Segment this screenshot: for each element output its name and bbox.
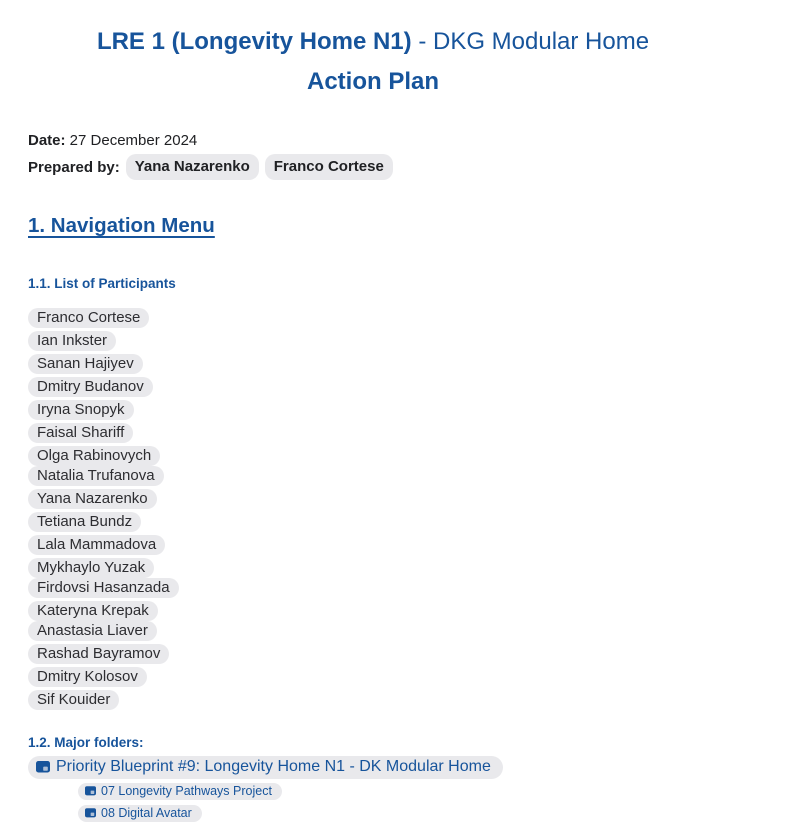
folder-link-sub[interactable] [78, 805, 202, 822]
participant-chip[interactable]: Dmitry Budanov [28, 377, 153, 397]
list-item [28, 400, 718, 420]
participant-chip[interactable]: Yana Nazarenko [28, 489, 157, 509]
folder-icon [85, 786, 96, 796]
list-item [28, 644, 718, 664]
list-item [28, 377, 718, 397]
list-item [28, 466, 718, 486]
title-main: LRE 1 (Longevity Home N1) [96, 28, 412, 55]
list-item [28, 578, 718, 598]
list-item [28, 621, 718, 641]
folder-link-label: Priority Blueprint #9: Longevity Home N1 - DK Modular Home [56, 758, 491, 775]
participant-chip[interactable]: Iryna Snopyk [28, 400, 134, 420]
title-suffix: - DKG Modular Home [411, 28, 650, 55]
meta-block [28, 129, 718, 180]
folder-link-main[interactable] [28, 756, 503, 779]
prepared-by-label: Prepared by: [28, 158, 120, 176]
list-item [28, 331, 718, 351]
folder-link-row [28, 756, 718, 779]
prepared-by-chip[interactable]: Yana Nazarenko [126, 154, 259, 180]
list-item [28, 489, 718, 509]
participant-chip[interactable]: Dmitry Kolosov [28, 667, 147, 687]
participant-chip[interactable]: Sanan Hajiyev [28, 354, 143, 374]
list-item [28, 446, 718, 466]
participant-chip[interactable]: Olga Rabinovych [28, 446, 160, 466]
participant-chip[interactable]: Lala Mammadova [28, 535, 165, 555]
title-line-2: Action Plan [306, 68, 439, 95]
list-item [28, 308, 718, 328]
list-item [28, 535, 718, 555]
folder-link-row [78, 805, 718, 823]
section-heading-navigation-menu[interactable]: 1. Navigation Menu [28, 214, 215, 237]
participant-chip[interactable]: Faisal Shariff [28, 423, 133, 443]
participant-chip[interactable]: Franco Cortese [28, 308, 149, 328]
folder-link-label: 08 Digital Avatar [101, 806, 192, 820]
participant-chip[interactable]: Natalia Trufanova [28, 466, 164, 486]
folder-link-label: 07 Longevity Pathways Project [101, 784, 272, 798]
list-item [28, 512, 718, 532]
participant-chip[interactable]: Tetiana Bundz [28, 512, 141, 532]
date-value: 27 December 2024 [65, 132, 198, 149]
list-item [28, 354, 718, 374]
date-line [28, 129, 718, 152]
folder-icon [85, 808, 96, 818]
document-title [28, 22, 718, 102]
prepared-by-chip[interactable]: Franco Cortese [265, 154, 393, 180]
list-item [28, 601, 718, 621]
participant-chip[interactable]: Anastasia Liaver [28, 621, 157, 641]
folder-link-sub[interactable] [78, 783, 282, 800]
folder-link-row [78, 783, 718, 801]
participant-chip[interactable]: Kateryna Krepak [28, 601, 158, 621]
participants-list [28, 308, 718, 710]
list-item [28, 667, 718, 687]
subsection-heading-major-folders: 1.2. Major folders: [28, 735, 144, 750]
date-label: Date: [28, 132, 66, 149]
folder-icon [36, 761, 50, 773]
participant-chip[interactable]: Rashad Bayramov [28, 644, 169, 664]
list-item [28, 558, 718, 578]
subsection-heading-participants: 1.1. List of Participants [28, 276, 176, 291]
participant-chip[interactable]: Firdovsi Hasanzada [28, 578, 179, 598]
prepared-by-line [28, 154, 718, 180]
participant-chip[interactable]: Mykhaylo Yuzak [28, 558, 154, 578]
list-item [28, 690, 718, 710]
participant-chip[interactable]: Ian Inkster [28, 331, 116, 351]
title-line-1 [28, 22, 718, 62]
list-item [28, 423, 718, 443]
participant-chip[interactable]: Sif Kouider [28, 690, 119, 710]
